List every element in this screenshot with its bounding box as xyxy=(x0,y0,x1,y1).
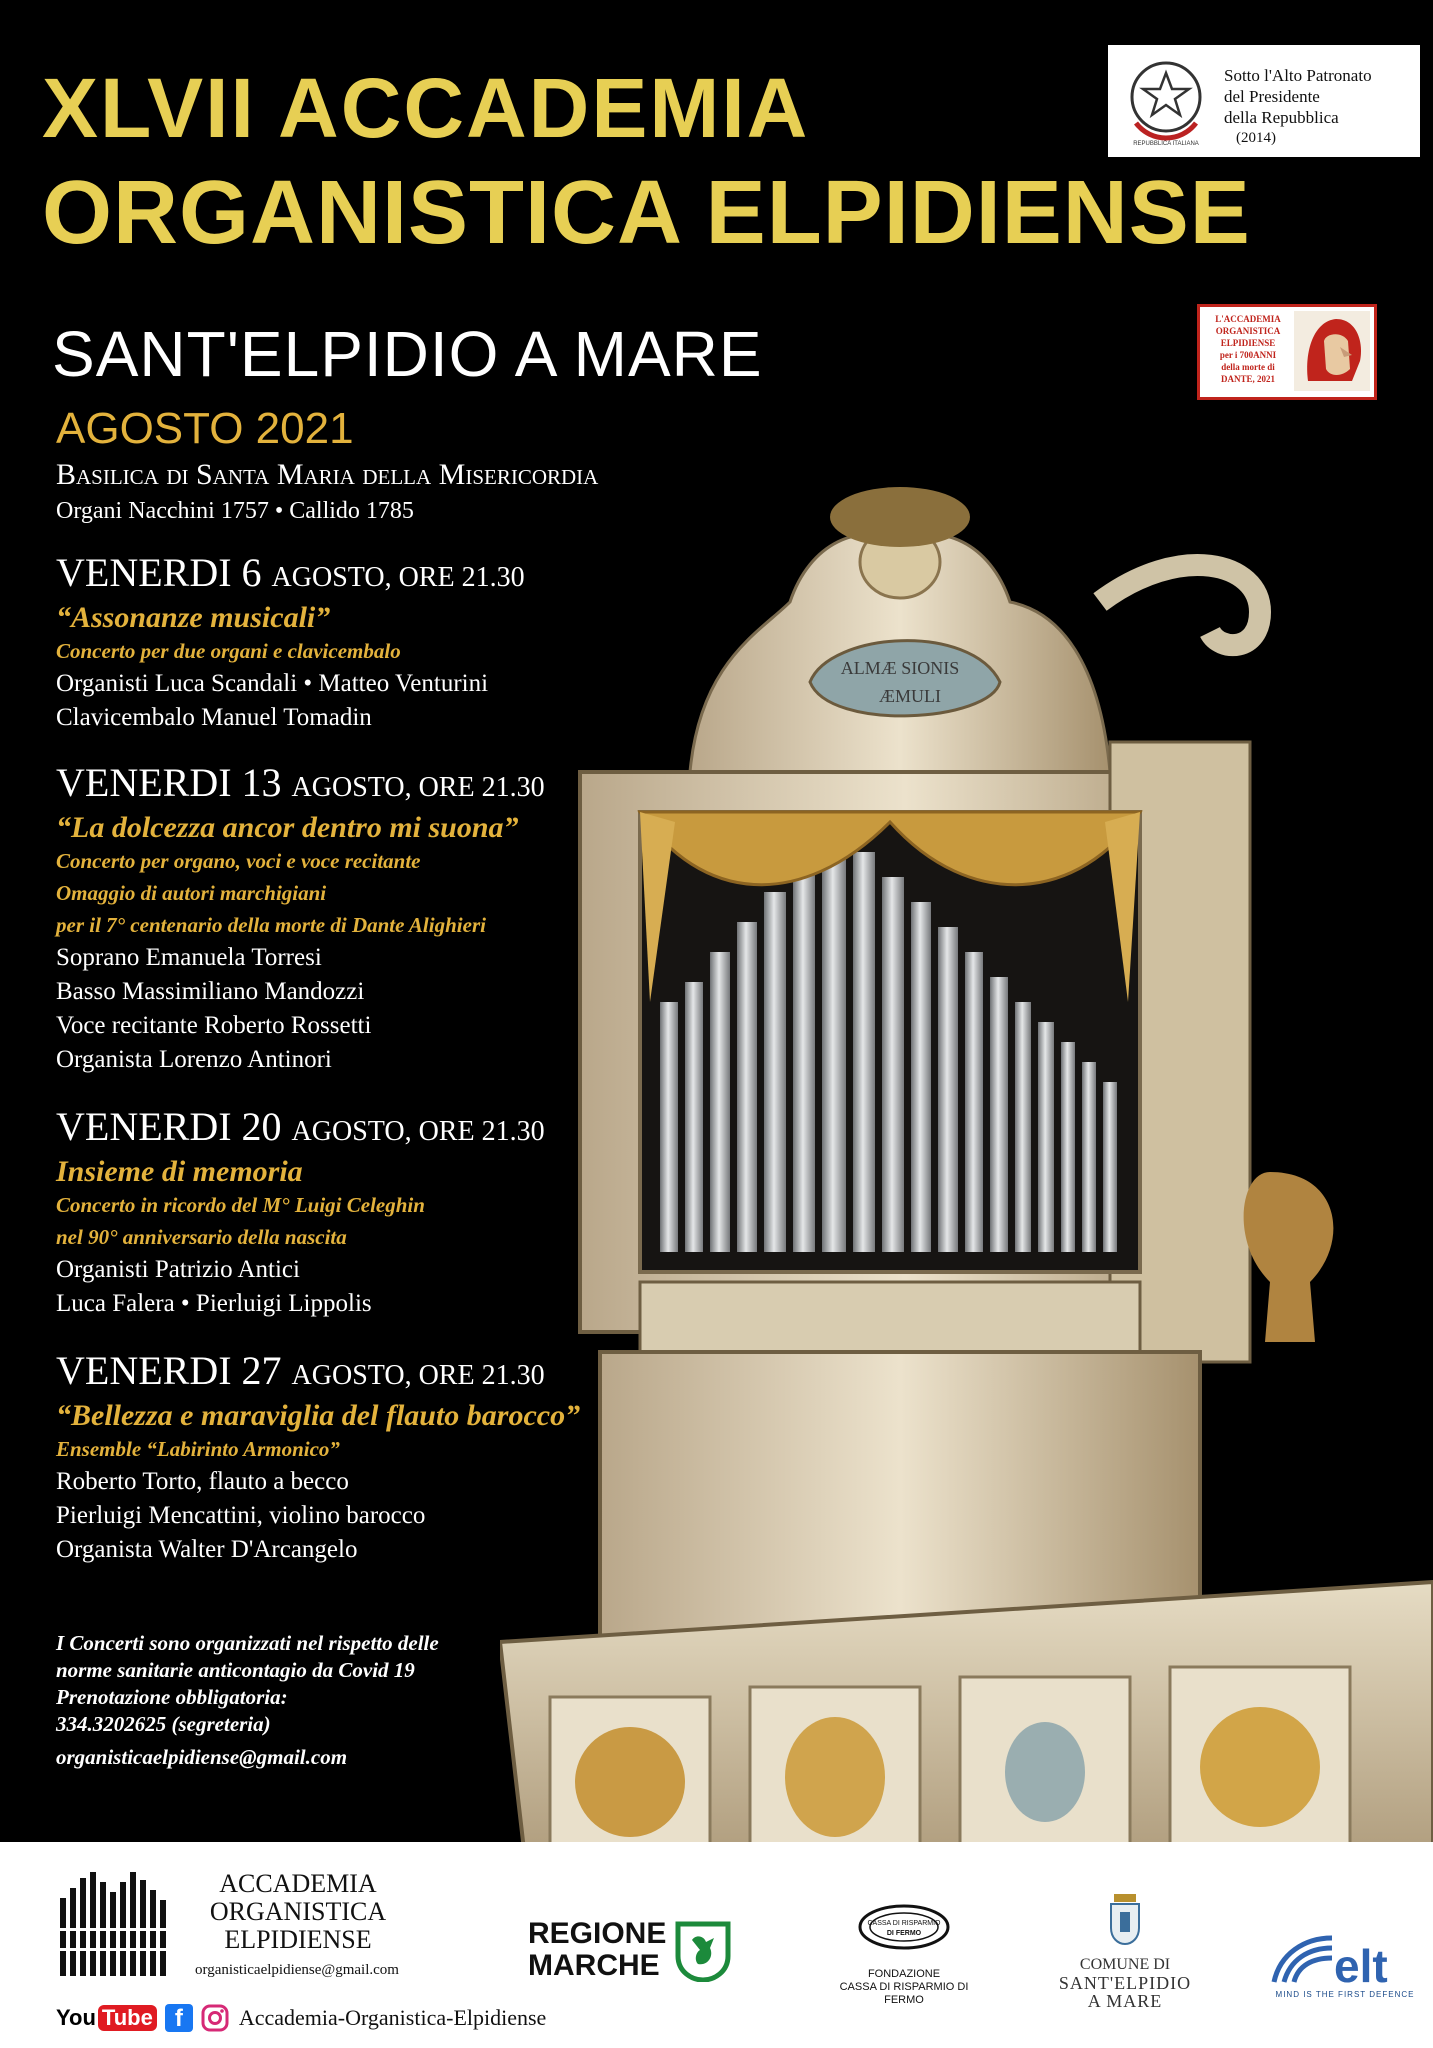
event-date xyxy=(56,550,736,601)
dante-badge-text xyxy=(1204,313,1292,385)
cassa-risparmio-logo xyxy=(824,1904,984,2034)
event-date xyxy=(56,1348,736,1399)
youtube-tube: Tube xyxy=(98,2005,157,2031)
event-month: AGOSTO 2021 xyxy=(56,404,354,453)
inscription-line1: ALMÆ SIONIS xyxy=(840,658,960,678)
republic-seal-icon xyxy=(1126,53,1206,149)
cassa-emblem-line: CASSA DI RISPARMIO xyxy=(867,1920,941,1927)
elt-wordmark: elt xyxy=(1334,1940,1388,1990)
patronage-line: Sotto l'Alto Patronato xyxy=(1224,66,1372,85)
cassa-line: FONDAZIONE xyxy=(867,1968,941,1980)
event-performer: Voce recitante Roberto Rossetti xyxy=(56,1012,372,1039)
event-performer: Basso Massimiliano Mandozzi xyxy=(56,978,365,1005)
event-subtitle: per il 7° centenario della morte di Dante Alighieri xyxy=(56,913,486,937)
facebook-icon[interactable]: f xyxy=(165,2004,193,2032)
title-line2: ORGANISTICA ELPIDIENSE xyxy=(42,163,1251,263)
patronage-line: della Repubblica xyxy=(1224,108,1339,127)
dante-badge-line: DANTE, 2021 xyxy=(1220,374,1275,384)
scroll-ornament xyxy=(1100,565,1260,645)
comune-logo xyxy=(1050,1894,1200,2034)
elt-logo-icon xyxy=(1270,1930,1420,1990)
event-title: “Assonanze musicali” xyxy=(56,601,331,634)
regione-marche-logo xyxy=(528,1918,748,2008)
patronage-box xyxy=(1108,45,1420,157)
event-performer: Organisti Luca Scandali • Matteo Venturini xyxy=(56,670,489,697)
sponsor-footer xyxy=(0,1842,1433,2048)
organs-info: Organi Nacchini 1757 • Callido 1785 xyxy=(56,498,414,524)
event-4 xyxy=(56,1348,736,1567)
dante-portrait-icon xyxy=(1294,311,1370,391)
event-title: “Bellezza e maraviglia del flauto barocco” xyxy=(56,1399,581,1432)
academy-name-line: ACCADEMIA xyxy=(219,1869,377,1898)
event-3 xyxy=(56,1104,736,1321)
event-performer: Clavicembalo Manuel Tomadin xyxy=(56,704,372,731)
booking-notes xyxy=(56,1630,576,1771)
event-subtitle: Concerto in ricordo del M° Luigi Celeghin xyxy=(56,1193,425,1217)
social-handle[interactable]: Accademia-Organistica-Elpidiense xyxy=(238,2005,547,2030)
social-links xyxy=(56,2000,546,2036)
dante-badge-line: ORGANISTICA xyxy=(1215,326,1281,336)
event-performer: Pierluigi Mencattini, violino barocco xyxy=(56,1502,426,1529)
dante-badge-line: della morte di xyxy=(1221,362,1275,372)
academy-name xyxy=(188,1870,408,1954)
venue-name: Basilica di Santa Maria della Misericordia xyxy=(56,458,599,491)
event-subtitle: Concerto per organo, voci e voce recitante xyxy=(56,849,421,873)
event-performer: Organista Lorenzo Antinori xyxy=(56,1046,332,1073)
event-time: AGOSTO, ORE 21.30 xyxy=(291,1116,545,1147)
event-date xyxy=(56,760,736,811)
elt-logo xyxy=(1270,1930,1420,2010)
booking-email[interactable]: organisticaelpidiense@gmail.com xyxy=(56,1745,348,1769)
event-performer: Soprano Emanuela Torresi xyxy=(56,944,322,971)
event-performer: Roberto Torto, flauto a becco xyxy=(56,1468,349,1495)
urn-ornament xyxy=(1244,1172,1334,1342)
dante-badge-line: ELPIDIENSE xyxy=(1220,338,1276,348)
dante-badge-line: per i 700ANNI xyxy=(1219,350,1277,360)
academy-logo-icon xyxy=(56,1868,176,1978)
patronage-year: (2014) xyxy=(1236,130,1276,146)
event-time: AGOSTO, ORE 21.30 xyxy=(291,772,545,803)
poster xyxy=(0,12,1433,1842)
event-subtitle: Omaggio di autori marchigiani xyxy=(56,881,327,905)
patronage-text xyxy=(1224,65,1414,149)
event-performer: Organista Walter D'Arcangelo xyxy=(56,1536,358,1563)
inscription-line2: ÆMULI xyxy=(879,686,941,706)
cassa-line: CASSA DI RISPARMIO DI FERMO xyxy=(839,1981,969,2006)
comune-line: A MARE xyxy=(1087,1991,1163,2011)
event-subtitle: Ensemble “Labirinto Armonico” xyxy=(56,1437,340,1461)
city-name: SANT'ELPIDIO A MARE xyxy=(52,318,763,390)
comune-line: COMUNE DI xyxy=(1079,1956,1171,1973)
academy-email[interactable]: organisticaelpidiense@gmail.com xyxy=(195,1962,399,1978)
top-bar xyxy=(0,0,1433,12)
event-time: AGOSTO, ORE 21.30 xyxy=(291,1360,545,1391)
dante-badge xyxy=(1197,304,1377,400)
comune-line: SANT'ELPIDIO xyxy=(1058,1973,1192,1993)
cassa-emblem-line: DI FERMO xyxy=(886,1930,922,1937)
academy-name-line: ELPIDIENSE xyxy=(224,1925,372,1954)
instagram-icon[interactable] xyxy=(201,2004,229,2032)
event-day: VENERDI 13 xyxy=(56,760,282,805)
event-date xyxy=(56,1104,736,1155)
dante-badge-line: L'ACCADEMIA xyxy=(1215,314,1281,324)
event-2 xyxy=(56,760,736,1077)
cassa-text xyxy=(824,1968,984,2007)
event-time: AGOSTO, ORE 21.30 xyxy=(271,562,525,593)
regione-emblem-icon xyxy=(674,1920,732,1982)
notes-line: norme sanitarie anticontagio da Covid 19 xyxy=(56,1658,415,1682)
event-subtitle: nel 90° anniversario della nascita xyxy=(56,1225,347,1249)
event-day: VENERDI 6 xyxy=(56,550,262,595)
event-title: Insieme di memoria xyxy=(56,1155,303,1188)
notes-line: Prenotazione obbligatoria: xyxy=(56,1685,288,1709)
seal-text: REPUBBLICA ITALIANA xyxy=(1133,141,1199,147)
regione-text xyxy=(528,1918,666,1982)
event-performer: Organisti Patrizio Antici xyxy=(56,1256,300,1283)
regione-line: REGIONE xyxy=(528,1917,667,1950)
elt-tagline: MIND IS THE FIRST DEFENCE xyxy=(1275,1990,1415,1999)
comune-crest-icon xyxy=(1108,1894,1142,1946)
event-title: “La dolcezza ancor dentro mi suona” xyxy=(56,811,519,844)
flower-garland xyxy=(830,487,970,547)
booking-phone: 334.3202625 (segreteria) xyxy=(56,1712,271,1736)
notes-line: I Concerti sono organizzati nel rispetto delle xyxy=(56,1631,439,1655)
youtube-icon[interactable] xyxy=(56,2005,157,2031)
event-day: VENERDI 20 xyxy=(56,1104,282,1149)
academy-name-line: ORGANISTICA xyxy=(209,1897,387,1926)
event-1 xyxy=(56,550,736,735)
cassa-emblem-icon xyxy=(858,1904,950,1950)
regione-line: MARCHE xyxy=(528,1949,660,1982)
youtube-you: You xyxy=(56,2005,96,2030)
patronage-line: del Presidente xyxy=(1224,87,1320,106)
event-subtitle: Concerto per due organi e clavicembalo xyxy=(56,639,401,663)
event-day: VENERDI 27 xyxy=(56,1348,282,1393)
title-line1: XLVII ACCADEMIA xyxy=(42,61,810,155)
event-performer: Luca Falera • Pierluigi Lippolis xyxy=(56,1290,372,1317)
comune-text xyxy=(1050,1956,1200,2010)
